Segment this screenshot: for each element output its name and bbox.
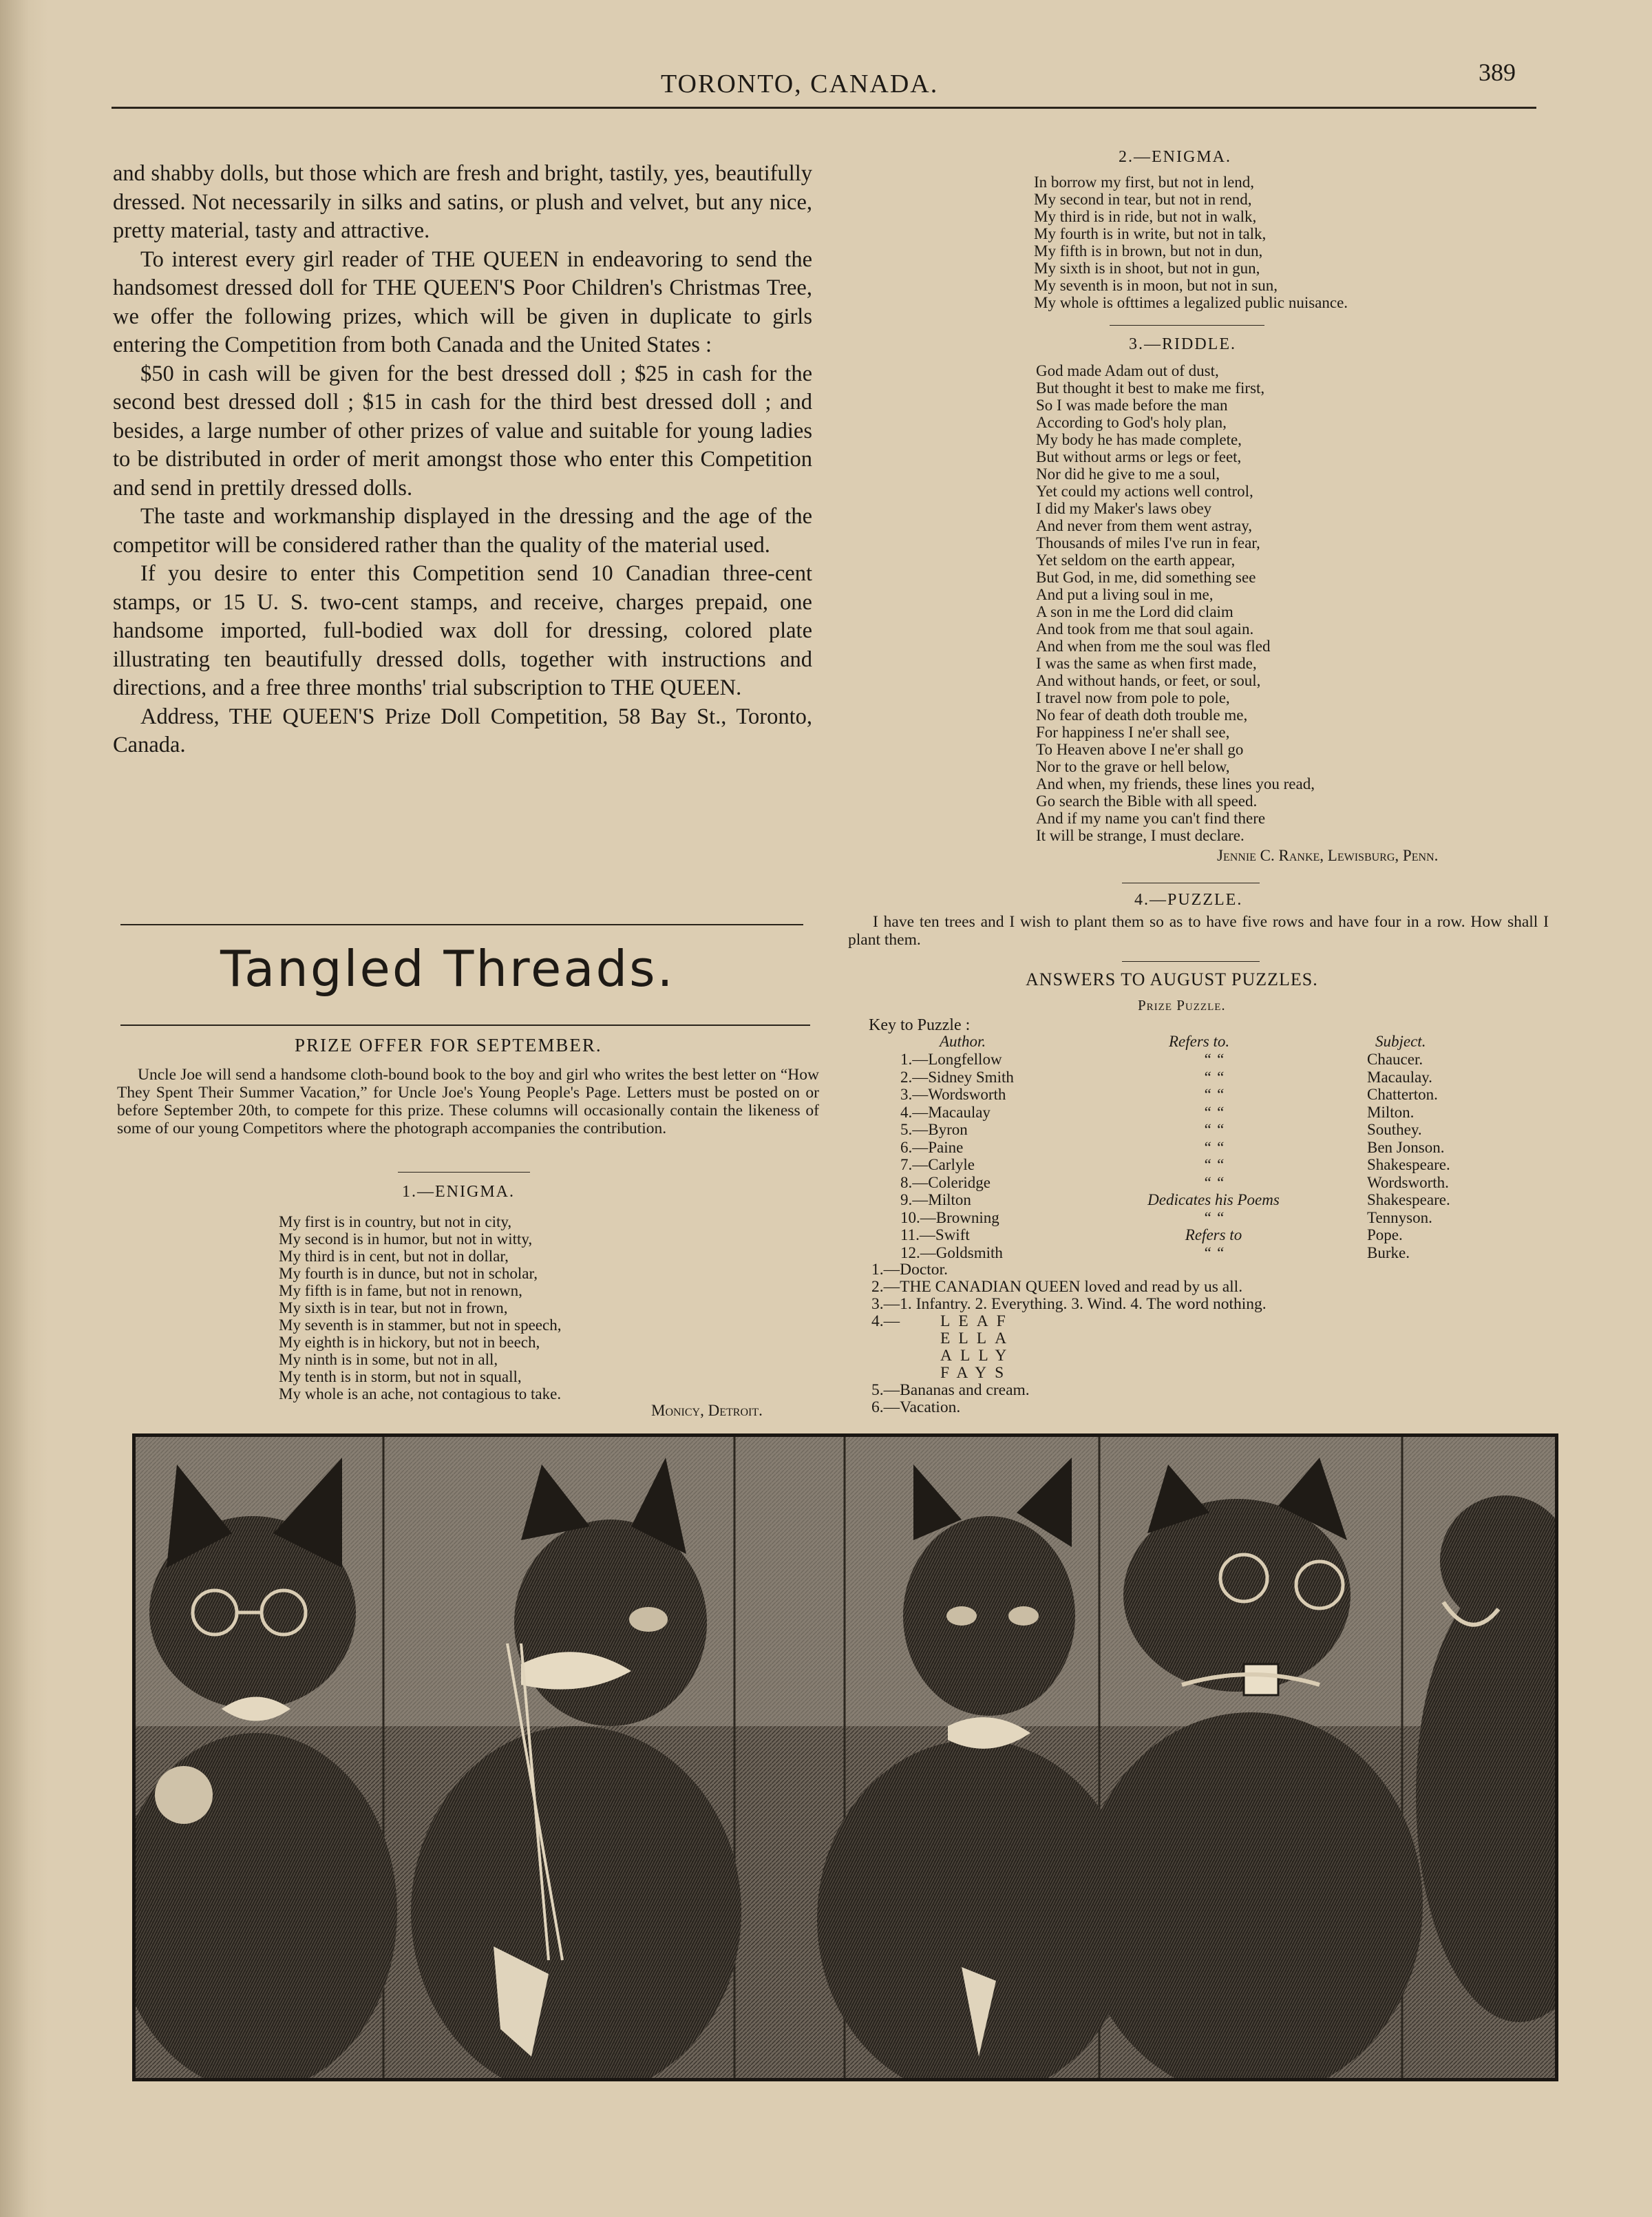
enigma1-attribution: Monicy, Detroit. [651,1402,763,1419]
verse-line: But God, in me, did something see [1036,569,1256,586]
table-cell: 6.—Paine [900,1138,964,1156]
col-header-refers: Refers to. [1169,1033,1230,1050]
answers-subjects-column [1367,1051,1450,1261]
table-cell: Milton. [1367,1103,1415,1121]
verse-line: I did my Maker's laws obey [1036,500,1212,517]
word-square [871,1313,1267,1382]
article-paragraph: To interest every girl reader of THE QUEEN in endeavoring to send the handsomest dressed doll for THE QUEEN'S Poor Children's Christmas Tree, we offer the following prizes, which will be given in duplicate to girls entering the Competition from both Canada and the United States : [113,246,812,357]
riddle-attribution: Jennie C. Ranke, Lewisburg, Penn. [1217,847,1439,864]
table-cell: Tennyson. [1367,1208,1432,1226]
word-square-row: FAYS [940,1364,1013,1382]
table-cell: Wordsworth. [1367,1173,1449,1191]
answer-line: 2.—THE CANADIAN QUEEN loved and read by us all. [871,1278,1243,1296]
article-paragraph: $50 in cash will be given for the best dressed doll ; $25 in cash for the second best dressed doll ; $15 in cash for the third best dressed doll ; and besides, a large number of other prizes of value and suitable for young ladies to be distributed in order of merit amongst those who enter this Competition and send in prettily dressed dolls. [113,361,812,501]
verse-line: In borrow my first, but not in lend, [1034,174,1255,191]
table-cell: 9.—Milton [900,1191,971,1208]
verse-line: Nor did he give to me a soul, [1036,465,1220,483]
table-cell: 2.—Sidney Smith [900,1068,1014,1086]
answer-line: 4.— [871,1312,900,1330]
verse-line: According to God's holy plan, [1036,414,1227,431]
verse-line: To Heaven above I ne'er shall go [1036,741,1244,758]
table-cell: Southey. [1367,1121,1422,1138]
verse-line: Yet seldom on the earth appear, [1036,551,1236,569]
verse-line: And without hands, or feet, or soul, [1036,672,1261,689]
verse-line: A son in me the Lord did claim [1036,603,1233,620]
table-cell: Macaulay. [1367,1068,1432,1086]
puzzle4-text: I have ten trees and I wish to plant them so as to have five rows and have four in a row. How shall I plant them. [848,913,1549,949]
table-cell: 5.—Byron [900,1121,968,1138]
word-square-row: ALLY [940,1347,1015,1365]
table-cell: 1.—Longfellow [900,1051,1002,1068]
doll-competition-article [113,160,812,760]
answer-line: 6.—Vacation. [871,1398,961,1416]
verse-line: My sixth is in shoot, but not in gun, [1034,260,1260,277]
verse-line: No fear of death doth trouble me, [1036,706,1248,724]
table-cell: “ “ [1203,1138,1225,1156]
puzzle4-heading: 4.—PUZZLE. [1134,891,1243,909]
table-cell: 3.—Wordsworth [900,1086,1006,1103]
answers-authors-column [900,1051,1014,1261]
answer-line: 3.—1. Infantry. 2. Everything. 3. Wind. 4. The word nothing. [871,1295,1267,1313]
section-title-tangled-threads: Tangled Threads. [220,940,675,998]
riddle-heading: 3.—RIDDLE. [1129,335,1236,353]
verse-line: And never from them went astray, [1036,517,1253,534]
table-cell: “ “ [1203,1051,1225,1068]
verse-line: For happiness I ne'er shall see, [1036,724,1230,741]
table-cell: “ “ [1203,1121,1225,1138]
table-cell: Shakespeare. [1367,1156,1450,1173]
answer-line: 1.—Doctor. [871,1261,948,1279]
page-number: 389 [1479,59,1516,86]
table-cell: “ “ [1203,1086,1225,1103]
col-header-author: Author. [940,1033,986,1050]
table-cell: “ “ [1203,1068,1225,1086]
verse-line: My tenth is in storm, but not in squall, [279,1368,522,1385]
verse-line: My first is in country, but not in city, [279,1213,512,1230]
verse-line: My fourth is in write, but not in talk, [1034,225,1267,242]
answers-heading: ANSWERS TO AUGUST PUZZLES. [1026,969,1318,989]
key-label: Key to Puzzle : [869,1016,971,1034]
verse-line: It will be strange, I must declare. [1036,827,1245,844]
table-cell: 8.—Coleridge [900,1173,991,1191]
verse-line: My body he has made complete, [1036,431,1242,448]
verse-line: But without arms or legs or feet, [1036,448,1242,465]
verse-line: My third is in cent, but not in dollar, [279,1248,509,1265]
col-header-subject: Subject. [1375,1033,1426,1050]
verse-line: And took from me that soul again. [1036,620,1254,638]
riddle-verse [1036,362,1315,844]
binding-gutter [0,0,48,2217]
table-cell: “ “ [1203,1208,1225,1226]
verse-line: And when from me the soul was fled [1036,638,1271,655]
verse-line: God made Adam out of dust, [1036,362,1219,379]
section-rule [120,1025,810,1026]
table-cell: 10.—Browning [900,1208,999,1226]
section-rule [120,924,803,925]
enigma1-heading: 1.—ENIGMA. [402,1183,515,1201]
answers-refers-column [1121,1051,1306,1261]
article-paragraph: and shabby dolls, but those which are fresh and bright, tastily, yes, beautifully dressed. Not necessarily in silks and satins, or plush and velvet, but any nice, pretty material, tasty and attractive. [113,161,812,243]
table-cell: “ “ [1203,1243,1225,1261]
enigma2-verse [1034,174,1348,311]
small-rule [1122,961,1260,962]
table-cell: Shakespeare. [1367,1191,1450,1208]
verse-line: My fifth is in fame, but not in renown, [279,1282,522,1299]
page-header-title: TORONTO, CANADA. [661,70,939,98]
table-cell: Refers to [1185,1226,1242,1243]
table-cell: Dedicates his Poems [1147,1191,1280,1208]
verse-line: My fifth is in brown, but not in dun, [1034,242,1263,260]
enigma1-verse [279,1213,561,1402]
verse-line: But thought it best to make me first, [1036,379,1265,397]
article-paragraph: If you desire to enter this Competition send 10 Canadian three-cent stamps, or 15 U. S. two-cent stamps, and receive, charges prepaid, one handsome imported, full-bodied wax doll for dressing, colored plate illustrating ten beautifully dressed dolls, together with instructions and directions, and a free three months' trial subscription to THE QUEEN. [113,561,812,700]
article-paragraph: Address, THE QUEEN'S Prize Doll Competition, 58 Bay St., Toronto, Canada. [113,704,812,757]
table-cell: 11.—Swift [900,1226,970,1243]
cats-knitting-illustration [132,1433,1558,2081]
verse-line: I was the same as when first made, [1036,655,1257,672]
answers-list [871,1261,1267,1416]
answer-line: 5.—Bananas and cream. [871,1381,1030,1399]
verse-line: And put a living soul in me, [1036,586,1214,603]
cats-knitting-icon [136,1437,1555,2078]
verse-line: Yet could my actions well control, [1036,483,1253,500]
verse-line: My second is in humor, but not in witty, [279,1230,533,1248]
verse-line: So I was made before the man [1036,397,1228,414]
verse-line: My eighth is in hickory, but not in beech, [279,1334,540,1351]
answers-subheading: Prize Puzzle. [1138,997,1226,1013]
word-square-row: LEAF [940,1312,1014,1330]
small-rule [1110,325,1264,326]
table-cell: 7.—Carlyle [900,1156,975,1173]
table-cell: 4.—Macaulay [900,1103,991,1121]
table-cell: “ “ [1203,1103,1225,1121]
verse-line: And if my name you can't find there [1036,810,1266,827]
header-rule [112,107,1536,109]
verse-line: Nor to the grave or hell below, [1036,758,1230,775]
enigma2-heading: 2.—ENIGMA. [1119,148,1231,166]
verse-line: My second in tear, but not in rend, [1034,191,1252,208]
verse-line: My seventh is in stammer, but not in speech, [279,1316,562,1334]
verse-line: Thousands of miles I've run in fear, [1036,534,1260,551]
verse-line: My whole is ofttimes a legalized public nuisance. [1034,294,1348,311]
small-rule [398,1172,530,1173]
verse-line: My fourth is in dunce, but not in scholar, [279,1265,538,1282]
verse-line: My seventh is in moon, but not in sun, [1034,277,1278,294]
table-cell: “ “ [1203,1173,1225,1191]
article-paragraph: The taste and workmanship displayed in the dressing and the age of the competitor will be considered rather than the quality of the material used. [113,504,812,558]
verse-line: My whole is an ache, not contagious to take. [279,1385,562,1402]
table-cell: Chatterton. [1367,1086,1438,1103]
table-cell: Chaucer. [1367,1051,1423,1068]
table-cell: Burke. [1367,1243,1410,1261]
table-cell: “ “ [1203,1156,1225,1173]
verse-line: My sixth is in tear, but not in frown, [279,1299,508,1316]
table-cell: 12.—Goldsmith [900,1243,1003,1261]
verse-line: Go search the Bible with all speed. [1036,792,1258,810]
table-cell: Ben Jonson. [1367,1138,1445,1156]
table-cell: Pope. [1367,1226,1403,1243]
verse-line: My third is in ride, but not in walk, [1034,208,1257,225]
verse-line: And when, my friends, these lines you read, [1036,775,1315,792]
verse-line: I travel now from pole to pole, [1036,689,1230,706]
verse-line: My ninth is in some, but not in all, [279,1351,498,1368]
prize-offer-text: Uncle Joe will send a handsome cloth-bound book to the boy and girl who writes the best letter on “How They Spent Their Summer Vacation,” for Uncle Joe's Young People's Page. Letters must be posted on or before September 20th, to compete for this prize. These columns will occasionally contain the likeness of some of our young Competitors where the photograph accompanies the contribution. [117,1066,819,1137]
word-square-row: ELLA [940,1330,1015,1347]
prize-offer-heading: PRIZE OFFER FOR SEPTEMBER. [295,1035,602,1055]
